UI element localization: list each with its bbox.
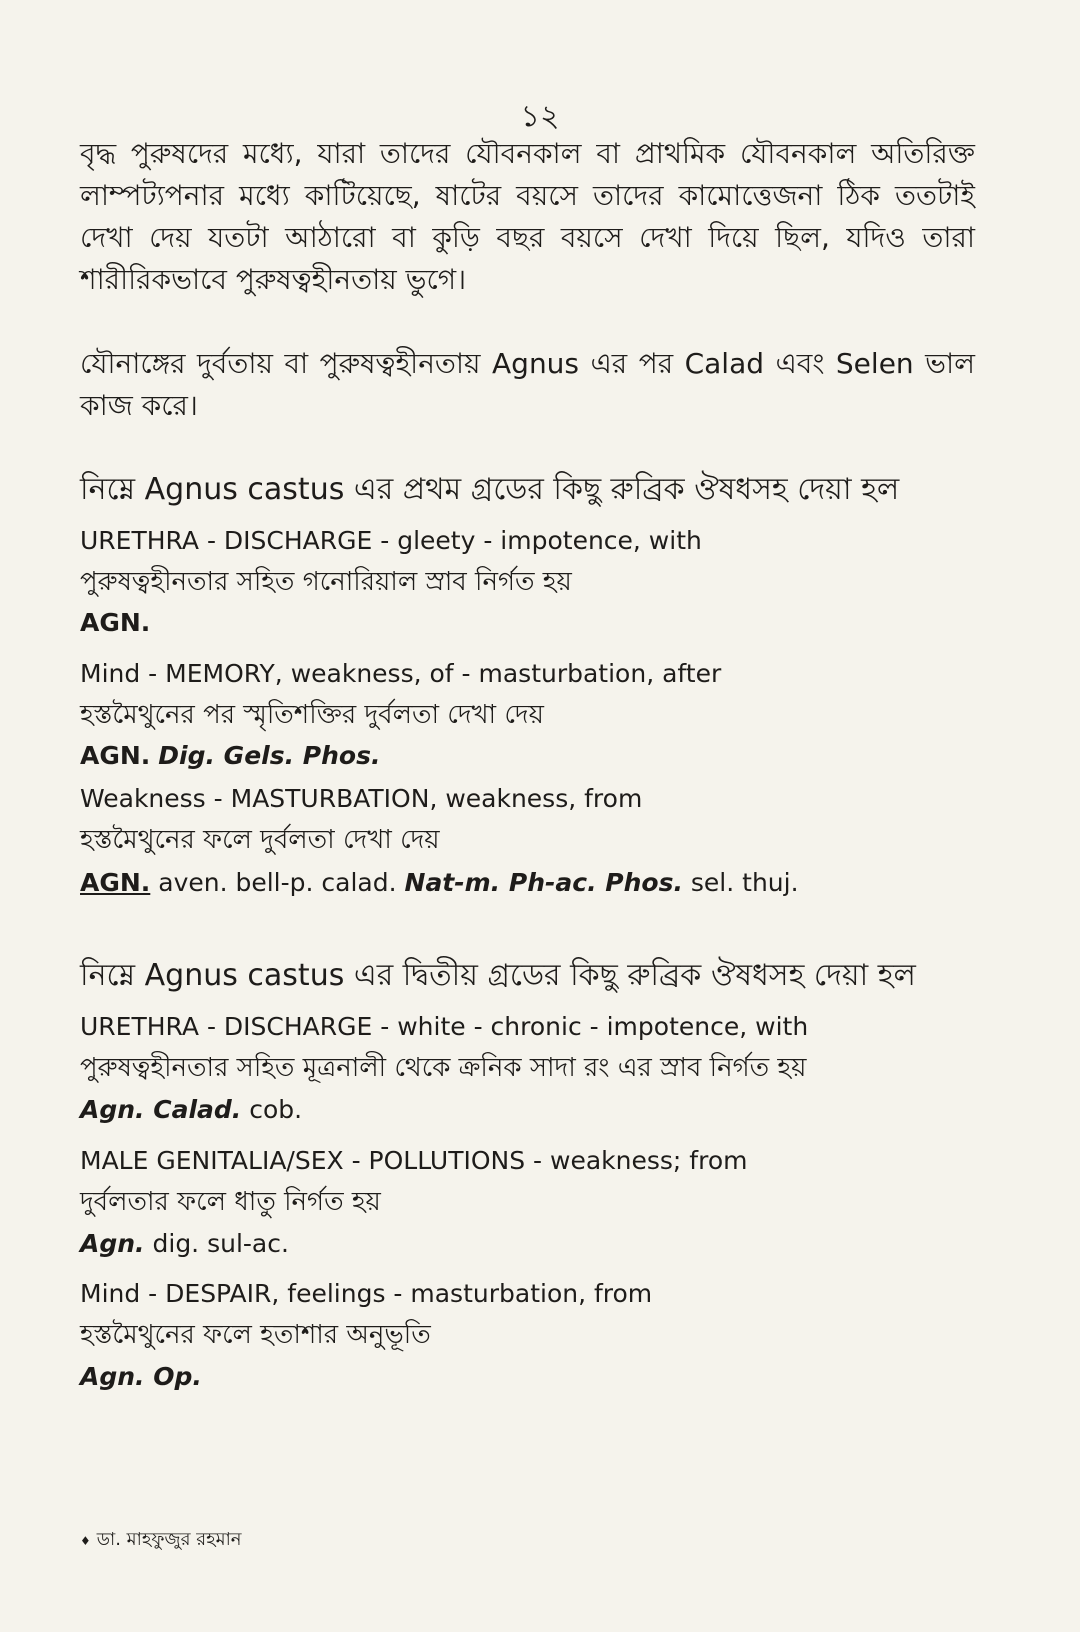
remedy-grade3: cob. xyxy=(249,1095,303,1124)
rubric-3-english: Weakness - MASTURBATION, weakness, from xyxy=(80,784,643,813)
remedy-grade1: AGN. xyxy=(80,741,151,770)
footer-bullet: ♦ xyxy=(80,1534,91,1548)
rubric-5-english: MALE GENITALIA/SEX - POLLUTIONS - weakness; from xyxy=(80,1146,748,1175)
rubric-4-remedies xyxy=(80,1093,1000,1127)
rubric-1-bengali: পুরুষত্বহীনতার সহিত গনোরিয়াল স্রাব নির্গত হয় xyxy=(80,567,572,597)
remedy-grade3: sel. thuj. xyxy=(690,868,799,897)
remedy-grade1: AGN. xyxy=(80,608,151,637)
remedy-grade2: Dig. Gels. Phos. xyxy=(158,741,381,770)
rubric-2-remedies xyxy=(80,739,1000,773)
remedy-grade3: aven. bell-p. calad. xyxy=(158,868,397,897)
page-number: ১২ xyxy=(520,99,560,134)
remedy-grade3: dig. sul-ac. xyxy=(152,1229,289,1258)
rubric-1-english: URETHRA - DISCHARGE - gleety - impotence, with xyxy=(80,526,702,555)
rubric-4-english: URETHRA - DISCHARGE - white - chronic - impotence, with xyxy=(80,1012,809,1041)
remedy-grade1: AGN. xyxy=(80,868,151,897)
remedy-grade2: Agn. Calad. xyxy=(80,1095,242,1124)
rubric-6-bengali: হস্তমৈথুনের ফলে হতাশার অনুভূতি xyxy=(80,1320,431,1350)
rubric-2-bengali: হস্তমৈথুনের পর স্মৃতিশক্তির দুর্বলতা দেখা দেয় xyxy=(80,700,544,730)
rubric-5-remedies xyxy=(80,1227,1000,1261)
rubric-5-bengali: দুর্বলতার ফলে ধাতু নির্গত হয় xyxy=(80,1187,381,1217)
rubric-6-english: Mind - DESPAIR, feelings - masturbation, from xyxy=(80,1279,653,1308)
rubric-2-english: Mind - MEMORY, weakness, of - masturbation, after xyxy=(80,659,722,688)
remedy-grade2: Agn. xyxy=(80,1229,145,1258)
remedy-grade2: Nat-m. Ph-ac. Phos. xyxy=(404,868,683,897)
page-footer xyxy=(80,1528,242,1553)
rubric-1-remedies xyxy=(80,606,1000,640)
section2-heading: নিম্নে Agnus castus এর দ্বিতীয় গ্রডের কিছু রুব্রিক ঔষধসহ দেয়া হল xyxy=(80,958,916,993)
rubric-3-remedies xyxy=(80,866,1000,900)
remedy-grade2: Agn. Op. xyxy=(80,1362,202,1391)
author-name: ডা. মাহফুজুর রহমান xyxy=(96,1529,242,1550)
section1-heading: নিম্নে Agnus castus এর প্রথম গ্রডের কিছু রুব্রিক ঔষধসহ দেয়া হল xyxy=(80,472,900,507)
intro-paragraph: বৃদ্ধ পুরুষদের মধ্যে, যারা তাদের যৌবনকাল বা প্রাথমিক যৌবনকাল অতিরিক্ত লাম্পট্যপনার মধ্যে কাটিয়েছে, ষাটের বয়সে তাদের কামোত্তেজনা ঠিক ততটাই দেখা দেয় যতটা আঠারো বা কুড়ি বছর বয়সে দেখা দিয়ে ছিল, যদিও তারা শারীরিকভাবে পুরুষত্বহীনতায় ভুগে। xyxy=(80,137,975,296)
rubric-6-remedies xyxy=(80,1360,1000,1394)
rubric-4-bengali: পুরুষত্বহীনতার সহিত মূত্রনালী থেকে ক্রনিক সাদা রং এর স্রাব নির্গত হয় xyxy=(80,1053,807,1083)
agnus-followup-paragraph: যৌনাঙ্গের দুর্বতায় বা পুরুষত্বহীনতায় Agnus এর পর Calad এবং Selen ভাল কাজ করে। xyxy=(80,347,975,422)
rubric-3-bengali: হস্তমৈথুনের ফলে দুর্বলতা দেখা দেয় xyxy=(80,825,440,855)
